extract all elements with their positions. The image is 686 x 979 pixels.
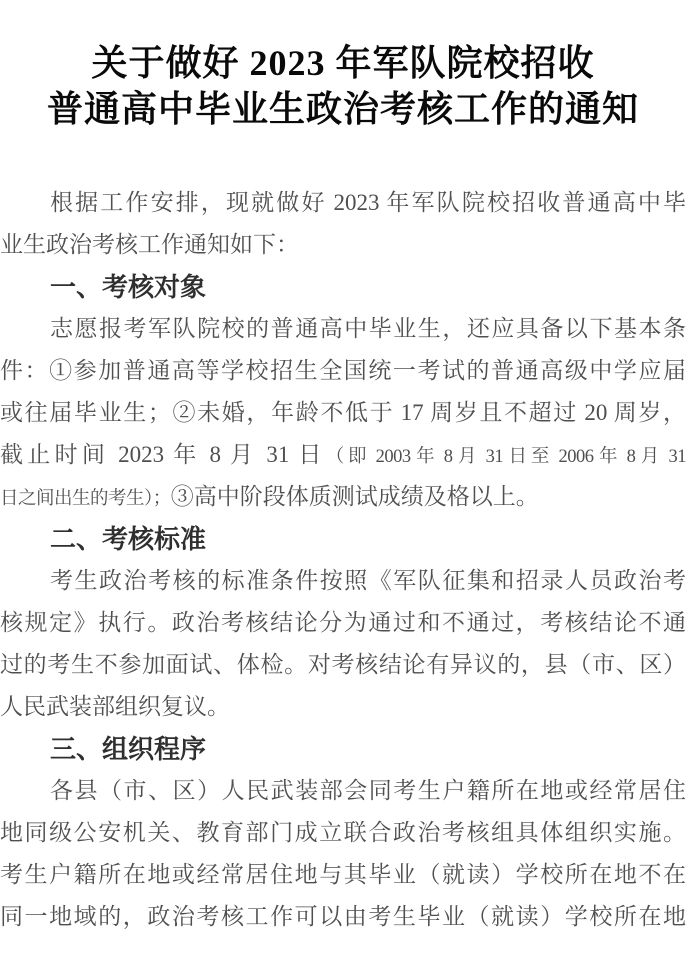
text-segment: 各县（市、区）人民武装部会同考生户籍所在地或经常居住 <box>50 778 686 803</box>
text-line <box>0 644 686 686</box>
text-segment: 核规定》执行。政治考核结论分为通过和不通过，考核结论不通 <box>0 610 686 635</box>
text-segment: 日之间出生的考生）； <box>0 489 171 509</box>
text-segment: 志愿报考军队院校的普通高中毕业生，还应具备以下基本条 <box>50 316 686 341</box>
text-line <box>0 686 686 728</box>
text-segment: 考生户籍所在地或经常居住地与其毕业（就读）学校所在地不在 <box>0 862 686 887</box>
text-line <box>0 812 686 854</box>
text-segment: 二、考核标准 <box>50 524 207 554</box>
text-line <box>0 896 686 938</box>
text-segment: 一、考核对象 <box>50 272 207 302</box>
text-line <box>0 770 686 812</box>
document-body <box>0 182 686 938</box>
text-line <box>0 224 686 266</box>
document-title <box>0 0 686 132</box>
text-segment: 业生政治考核工作通知如下： <box>0 232 299 257</box>
text-segment: 人民武装部组织复议。 <box>0 694 230 719</box>
text-segment: 三、组织程序 <box>50 734 207 764</box>
document-title-line-1: 关于做好 2023 年军队院校招收 <box>91 43 595 83</box>
text-segment: 同一地域的，政治考核工作可以由考生毕业（就读）学校所在地 <box>0 904 686 929</box>
text-line <box>0 854 686 896</box>
text-line <box>0 308 686 350</box>
text-line <box>0 476 686 518</box>
section-heading <box>0 728 686 770</box>
text-segment: 或往届毕业生；②未婚，年龄不低于 17 周岁且不超过 20 周岁， <box>0 400 686 425</box>
text-line <box>0 560 686 602</box>
text-segment: ③高中阶段体质测试成绩及格以上。 <box>170 484 539 509</box>
section-heading <box>0 518 686 560</box>
text-line <box>0 182 686 224</box>
text-segment: 件：①参加普通高等学校招生全国统一考试的普通高级中学应届 <box>0 358 686 383</box>
text-line <box>0 434 686 476</box>
text-segment: 地同级公安机关、教育部门成立联合政治考核组具体组织实施。 <box>0 820 686 845</box>
text-segment: 截止时间 2023 年 8 月 31 日 <box>0 442 326 467</box>
text-line <box>0 602 686 644</box>
text-line <box>0 392 686 434</box>
text-segment: （即 2003 年 8 月 31 日至 2006 年 8 月 31 <box>325 447 686 467</box>
text-segment: 考生政治考核的标准条件按照《军队征集和招录人员政治考 <box>50 568 686 593</box>
section-heading <box>0 266 686 308</box>
document-title-line-2: 普通高中毕业生政治考核工作的通知 <box>46 89 639 129</box>
text-segment: 根据工作安排，现就做好 2023 年军队院校招收普通高中毕 <box>50 190 686 215</box>
text-line <box>0 350 686 392</box>
text-segment: 过的考生不参加面试、体检。对考核结论有异议的，县（市、区） <box>0 652 686 677</box>
